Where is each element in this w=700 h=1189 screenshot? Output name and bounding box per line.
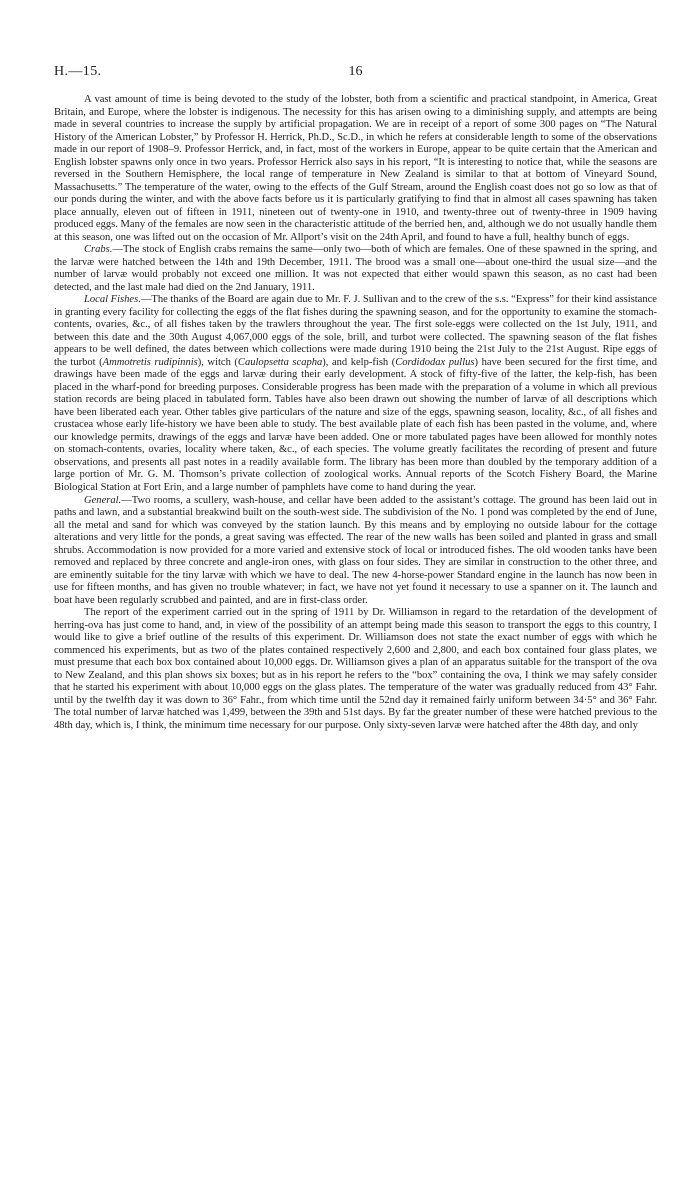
section-heading: Crabs. xyxy=(84,244,113,256)
document-reference: H.—15. xyxy=(54,64,102,79)
paragraph-text: —The thanks of the Board are again due to Mr. F. J. Sullivan and to the crew of the s.s. “Express” for their kind assistance in granting every facility for collecting the eggs of the flat fishes during the spawning season, and for the opportunity to examine the stomach-contents, ovaries, &c., of all fishes taken by the trawlers throughout the year. The first sole-eggs were collected on the 1st July, 1911, and between this date and the 30th August 4,067,000 eggs of the sole, brill, and turbot were collected. The spawning season of the flat fishes appears to be well defined, the dates between which collections were made during 1910 being the 21st July to the 21st August. Ripe eggs of the turbot ( xyxy=(54,294,657,368)
scientific-name: Ammotretis rudipinnis xyxy=(102,356,198,368)
paragraph-text: ) have been secured for the first time, and drawings have been made of the eggs and larvæ during their early development. A stock of fifty-five of the latter, the kelp-fish, has been placed in the wharf-pond for breeding purposes. Considerable progress has been made with the preparation of a volume in which all previous station records are being placed in tabulated form. Tables have also been drawn out showing the number of larvæ of all descriptions which have been liberated each year. Other tables give particulars of the nature and size of the eggs, spawning season, locality, &c., of all fishes and crustacea whose early life-history we have been able to study. The best available plate of each fish has been pasted in the volume, and, where our knowledge permits, drawings of the eggs and larvæ have been added. One or more tabulated pages have been allowed for monthly notes on stomach-contents, ovaries, locality where taken, &c., of each species. The volume greatly facilitates the recording of present and future observations, and presents all past notes in a readily available form. The library has been more than doubled by the temporary addition of a large portion of Mr. G. M. Thomson’s private collection of zoological works. Annual reports of the Scotch Fishery Board, the Marine Biological Station at Fort Erin, and a large number of pamphlets have come to hand during the year. xyxy=(54,356,658,493)
scientific-name: Cordidodax pullus xyxy=(395,356,475,368)
paragraph xyxy=(54,94,657,244)
paragraph-text: A vast amount of time is being devoted to the study of the lobster, both from a scientific and practical standpoint, in America, Great Britain, and Europe, where the lobster is indigenous. The necessity for this has arisen owing to a diminishing supply, and attempts are being made in several countries to increase the supply by artificial propagation. We are in receipt of a report of some 300 pages on “The Natural History of the American Lobster,” by Professor H. Herrick, Ph.D., Sc.D., in which he refers at considerable length to some of the observations made in our report of 1908–9. Professor Herrick, and, in fact, most of the workers in Europe, appear to be quite certain that the American and English lobster spawns only once in two years. Professor Herrick also says in his report, “It is interesting to notice that, while the seasons are reversed in the Southern Hemisphere, the local range of temperature in New Zealand is similar to that at bottom of Vineyard Sound, Massachusetts.” The temperature of the water, owing to the effects of the Gulf Stream, around the English coast does not go so low as that of our ponds during the winter, and with the above facts before us it is particularly gratifying to find that in almost all cases spawning has taken place annually, eleven out of fifteen in 1911, nineteen out of twenty-one in 1910, and twenty-three out of twenty-three in 1909 having produced eggs. Many of the females are now seen in the characteristic attitude of the berried hen, and, although we do not usually handle them at this season, one was lifted out on the occasion of Mr. Allport’s visit on the 24th April, and found to have a full, healthy bunch of eggs. xyxy=(54,94,657,243)
scientific-name: Caulopsetta scapha xyxy=(237,356,323,368)
paragraph xyxy=(54,294,657,494)
paragraph-text: The report of the experiment carried out in the spring of 1911 by Dr. Williamson in regard to the retardation of the development of herring-ova has just come to hand, and, in view of the possibility of an attempt being made this season to transport the eggs to this country, I would like to give a brief outline of the results of this experiment. Dr. Williamson does not state the exact number of eggs with which he commenced his experiments, but as two of the plates contained respectively 2,600 and 2,800, and each box contained four glass plates, we must presume that each box box contained about 10,000 eggs. Dr. Williamson gives a plan of an apparatus suitable for the transport of the ova to New Zealand, and this plan shows six boxes; but as in his report he refers to the “box” containing the ova, I think we may safely consider that he started his experiment with about 10,000 eggs on the glass plates. The temperature of the water was gradually reduced from 43° Fahr. until by the twelfth day it was down to 36° Fahr., from which time until the 52nd day it remained fairly uniform between 34·5° and 36° Fahr. The total number of larvæ hatched was 1,499, between the 39th and 51st days. By far the greater number of these were hatched previous to the 48th day, which is, I think, the minimum time necessary for our purpose. Only sixty-seven larvæ were hatched after the 48th day, and only xyxy=(54,607,657,731)
paragraph xyxy=(54,607,657,732)
paragraph-text: ), and kelp-fish ( xyxy=(322,356,396,368)
section-heading: Local Fishes. xyxy=(84,294,141,306)
section-heading: General. xyxy=(84,494,122,506)
paragraph-text: —Two rooms, a scullery, wash-house, and cellar have been added to the assistant’s cottage. The ground has been laid out in paths and lawn, and a substantial breakwind built on the south-west side. The subdivision of the No. 1 pond was completed by the end of June, all the metal and sand for which was conveyed by the station launch. By this means and by employing no outside labour for the cottage alterations and very little for the ponds, a great saving was effected. The rear of the new walls has been soiled and planted in grass and small shrubs. Accommodation is now provided for a more varied and extensive stock of local or introduced fishes. The old wooden tanks have been removed and replaced by three concrete and angle-iron ones, with glass on four sides. They are similar in construction to the other three, and are eminently suitable for the tiny larvæ with which we have to deal. The new 4-horse-power Standard engine in the launch has now been in use for fifteen months, and has given no trouble whatever; in fact, we have not yet found it necessary to use a spanner on it. The launch and boat have been regularly scrubbed and painted, and are in first-class order. xyxy=(54,494,657,606)
page-number: 16 xyxy=(348,64,363,79)
paragraph-text: —The stock of English crabs remains the same—only two—both of which are females. One of these spawned in the spring, and the larvæ were hatched between the 14th and 19th December, 1911. The brood was a small one—about one-third the usual size—and the number of larvæ would probably not exceed one million. It was not expected that either would spawn this season, as no cast had been detected, and the last male had died on the 2nd January, 1911. xyxy=(54,244,657,293)
body-text xyxy=(54,94,657,732)
paragraph xyxy=(54,244,657,294)
paragraph-text: ), witch ( xyxy=(197,356,238,368)
page-header xyxy=(54,60,657,94)
paragraph xyxy=(54,495,657,608)
